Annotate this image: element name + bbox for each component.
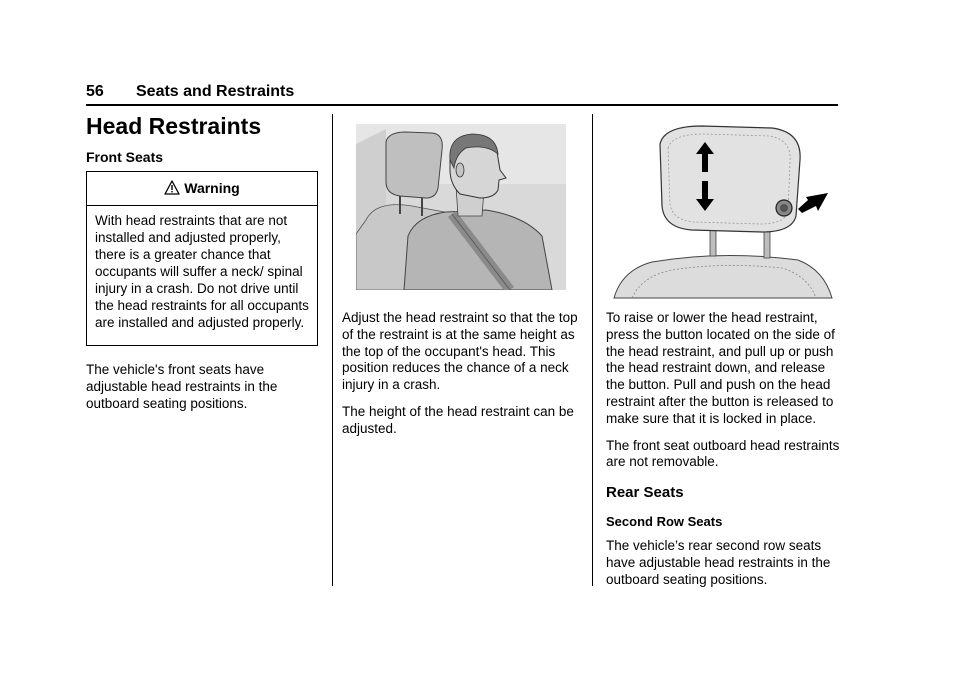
arrow-down-icon: [696, 181, 714, 211]
rear-seats-paragraph: The vehicle’s rear second row seats have adjustable head restraints in the outboard seating positions.: [606, 538, 831, 587]
column-3: [606, 310, 842, 589]
page-header: [86, 83, 838, 105]
column-1-body: [86, 362, 322, 412]
warning-header: [87, 172, 317, 206]
page-title: Head Restraints: [86, 113, 262, 139]
occupant-illustration: [356, 124, 566, 290]
warning-label: Warning: [184, 180, 240, 196]
section-title: Seats and Restraints: [136, 83, 295, 100]
adjust-paragraph: Adjust the head restraint so that the top of the restraint is at the same height as the top of the occupant's head. This position reduces the chance of a neck injury in a crash.: [342, 310, 578, 393]
front-seats-paragraph: The vehicle's front seats have adjustable head restraints in the outboard seating positions.: [86, 362, 278, 411]
header-rule: [86, 104, 838, 106]
warning-triangle-icon: [164, 180, 180, 195]
not-removable-paragraph: The front seat outboard head restraints are not removable.: [606, 437, 840, 470]
warning-box: [86, 171, 318, 346]
height-paragraph: The height of the head restraint can be adjusted.: [342, 403, 574, 436]
column-2: [342, 310, 582, 438]
arrow-up-icon: [696, 142, 714, 172]
column-divider-1: [332, 114, 333, 586]
column-divider-2: [592, 114, 593, 586]
subsection-title: Front Seats: [86, 149, 164, 165]
rear-seats-heading: Rear Seats: [606, 484, 684, 502]
second-row-heading: Second Row Seats: [606, 514, 723, 530]
page-number: 56: [86, 83, 104, 100]
pointer-arrow-icon: [798, 193, 828, 213]
warning-text: With head restraints that are not installed and adjusted properly, there is a greater chance that occupants will suffer a neck/ spinal injury in a crash. Do not drive until the head restraints for all occupants are installed and adjusted properly.: [95, 213, 309, 330]
column-1: [86, 112, 322, 166]
raise-lower-paragraph: To raise or lower the head restraint, press the button located on the side of the head restraint, and pull up or push the head restraint down, and release the button. Pull and push on the head restraint after the button is released to make sure that it is locked in place.: [606, 310, 835, 426]
